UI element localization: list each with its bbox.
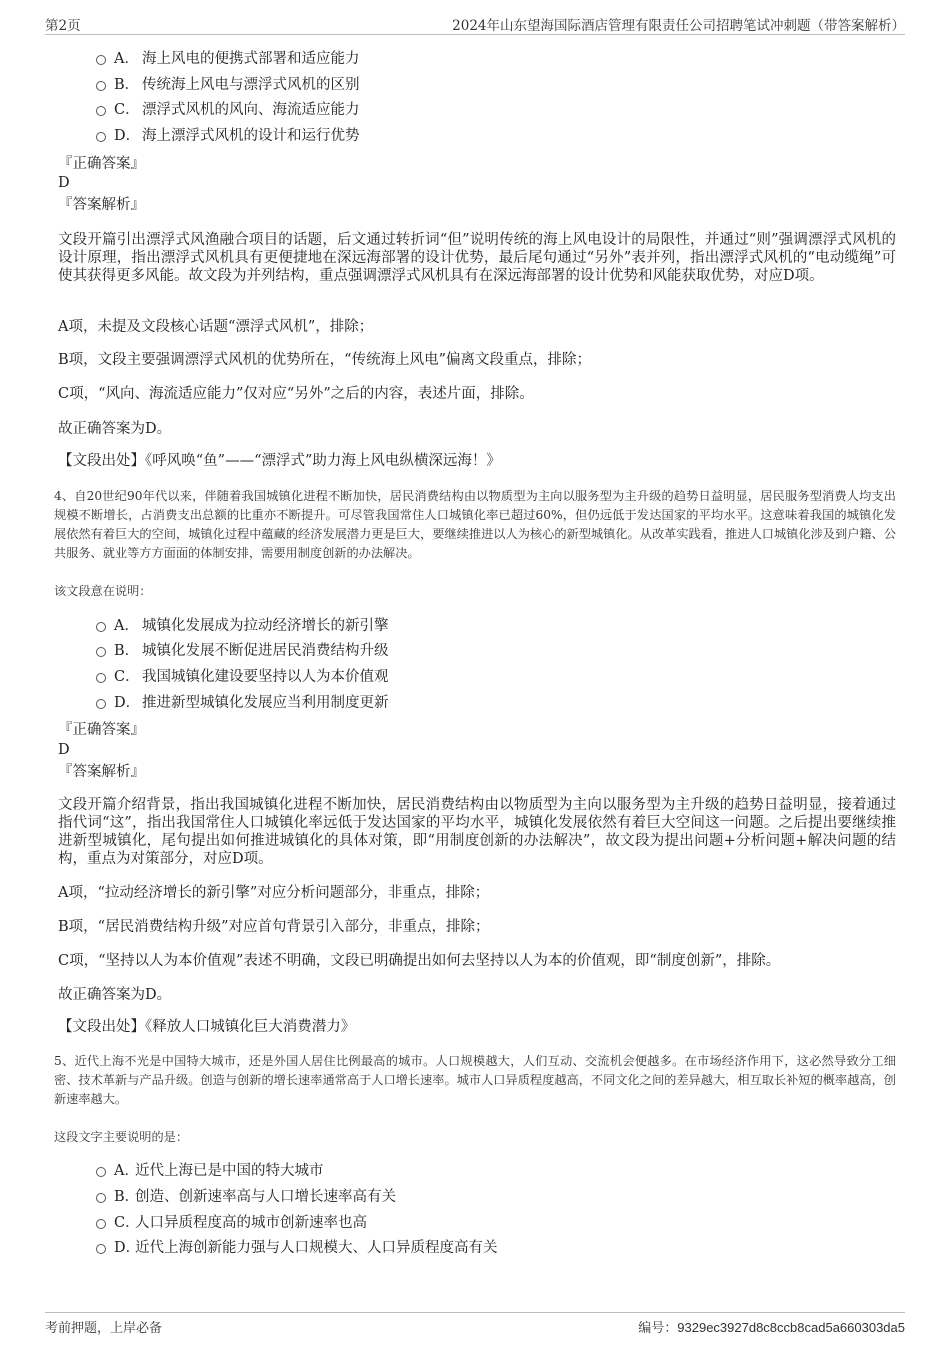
radio-icon[interactable] (96, 1244, 106, 1254)
q4-question: 该文段意在说明： (54, 584, 152, 598)
q4-note-b: B项，“居民消费结构升级”对应首句背景引入部分，非重点，排除； (58, 919, 490, 935)
option-text: 近代上海已是中国的特大城市 (135, 1163, 324, 1179)
q5-option-b[interactable] (96, 1187, 396, 1207)
q3-answer: D (58, 175, 70, 191)
option-text: 我国城镇化建设要坚持以人为本价值观 (142, 669, 389, 685)
q4-note-c: C项，“坚持以人为本价值观”表述不明确，文段已明确提出如何去坚持以人为本的价值观，即“制度创新”，排除。 (58, 953, 781, 969)
page-header (45, 14, 905, 35)
q3-answer-label: 『正确答案』 (58, 156, 145, 172)
option-key: D． (114, 695, 141, 711)
radio-icon[interactable] (96, 1167, 106, 1177)
option-key: A． (114, 1163, 139, 1179)
q4-option-d[interactable] (96, 693, 389, 713)
radio-icon[interactable] (96, 622, 106, 632)
radio-icon[interactable] (96, 647, 106, 657)
option-key: C． (114, 669, 140, 685)
document-title: 2024年山东望海国际酒店管理有限责任公司招聘笔试冲刺题（带答案解析） (452, 18, 905, 34)
q4-answer: D (58, 742, 70, 758)
q5-option-c[interactable] (96, 1213, 367, 1233)
document-id-label: 编号： (638, 1321, 678, 1336)
q5-stem: 5、近代上海不光是中国特大城市，还是外国人居住比例最高的城市。人口规模越大，人们互动、交流机会便越多。在市场经济作用下，这必然导致分工细密、技术革新与产品升级。创造与创新的增长速率通常高于人口增长速率。城市人口异质程度越高，不同文化之间的差异越大，相互取长补短的概率越高，创新速率越大。 (54, 1054, 896, 1106)
radio-icon[interactable] (96, 132, 106, 142)
q3-option-a[interactable] (96, 49, 360, 69)
option-key: D． (114, 128, 141, 144)
option-text: 推进新型城镇化发展应当利用制度更新 (142, 695, 389, 711)
footer-slogan: 考前押题，上岸必备 (45, 1321, 163, 1336)
option-key: C． (114, 102, 140, 118)
radio-icon[interactable] (96, 55, 106, 65)
option-key: A． (114, 618, 139, 634)
option-text: 传统海上风电与漂浮式风机的区别 (142, 77, 360, 93)
q4-stem: 4、自20世纪90年代以来，伴随着我国城镇化进程不断加快，居民消费结构由以物质型为主向以服务型为主升级的趋势日益明显，居民服务型消费人均支出规模不断增长，占消费支出总额的比重亦不断提升。可尽管我国常住人口城镇化率已超过60%，但仍远低于发达国家的平均水平。这意味着我国的城镇化发展依然有着巨大的空间，城镇化过程中蕴藏的经济发展潜力更是巨大，要继续推进以人为核心的新型城镇化。从改革实践看，推进人口城镇化涉及到户籍、公共服务、就业等方方面面的体制安排，需要用制度创新的办法解决。 (54, 489, 896, 560)
q3-option-d[interactable] (96, 126, 360, 146)
option-key: B． (114, 643, 140, 659)
q4-note-a: A项，“拉动经济增长的新引擎”对应分析问题部分，非重点，排除； (58, 885, 490, 901)
page-footer (45, 1312, 905, 1335)
q5-option-a[interactable] (96, 1161, 324, 1181)
q3-option-c[interactable] (96, 100, 360, 120)
option-key: A． (114, 51, 139, 67)
q4-answer-label: 『正确答案』 (58, 722, 145, 738)
option-text: 城镇化发展成为拉动经济增长的新引擎 (142, 618, 389, 634)
q3-note-a: A项，未提及文段核心话题“漂浮式风机”，排除； (58, 319, 374, 335)
document-id (638, 1317, 905, 1336)
radio-icon[interactable] (96, 81, 106, 91)
q3-note-b: B项，文段主要强调漂浮式风机的优势所在，“传统海上风电”偏离文段重点，排除； (58, 352, 591, 368)
radio-icon[interactable] (96, 699, 106, 709)
q4-option-c[interactable] (96, 667, 389, 687)
q5-question: 这段文字主要说明的是： (54, 1130, 189, 1144)
q3-source: 【文段出处】《呼风唤“鱼”——“漂浮式”助力海上风电纵横深远海！》 (58, 453, 501, 469)
option-text: 近代上海创新能力强与人口规模大、人口异质程度高有关 (135, 1240, 498, 1256)
option-key: D． (114, 1240, 141, 1256)
radio-icon[interactable] (96, 1219, 106, 1229)
option-text: 城镇化发展不断促进居民消费结构升级 (142, 643, 389, 659)
q4-analysis: 文段开篇介绍背景，指出我国城镇化进程不断加快，居民消费结构由以物质型为主向以服务型为主升级的趋势日益明显，接着通过指代词“这”，指出我国常住人口城镇化率远低于发达国家的平均水平，城镇化发展依然有着巨大空间这一问题。之后提出要继续推进新型城镇化，尾句提出如何推进城镇化的具体对策，即“用制度创新的办法解决”，故文段为提出问题+分析问题+解决问题的结构，重点为对策部分，对应D项。 (58, 797, 896, 867)
q3-note-c: C项，“风向、海流适应能力”仅对应“另外”之后的内容，表述片面，排除。 (58, 386, 534, 402)
option-text: 海上风电的便携式部署和适应能力 (142, 51, 360, 67)
option-key: B． (114, 1189, 140, 1205)
option-key: C． (114, 1215, 140, 1231)
q3-option-b[interactable] (96, 75, 360, 95)
q3-conclusion: 故正确答案为D。 (58, 421, 172, 437)
q5-option-d[interactable] (96, 1238, 498, 1258)
option-text: 海上漂浮式风机的设计和运行优势 (142, 128, 360, 144)
radio-icon[interactable] (96, 1193, 106, 1203)
page-number: 第2页 (45, 18, 81, 34)
q4-conclusion: 故正确答案为D。 (58, 987, 172, 1003)
radio-icon[interactable] (96, 673, 106, 683)
option-key: B． (114, 77, 140, 93)
document-id-code: 9329ec3927d8c8ccb8cad5a660303da5 (677, 1320, 905, 1335)
q4-option-b[interactable] (96, 641, 389, 661)
radio-icon[interactable] (96, 106, 106, 116)
option-text: 创造、创新速率高与人口增长速率高有关 (135, 1189, 396, 1205)
option-text: 漂浮式风机的风向、海流适应能力 (142, 102, 360, 118)
q4-analysis-label: 『答案解析』 (58, 764, 145, 780)
q4-option-a[interactable] (96, 616, 389, 636)
q4-source: 【文段出处】《释放人口城镇化巨大消费潜力》 (58, 1019, 356, 1035)
q3-analysis-label: 『答案解析』 (58, 197, 145, 213)
q3-analysis: 文段开篇引出漂浮式风渔融合项目的话题，后文通过转折词“但”说明传统的海上风电设计的局限性，并通过“则”强调漂浮式风机的设计原理，指出漂浮式风机具有更便捷地在深远海部署的设计优势，最后尾句通过“另外”表并列，指出漂浮式风机的“电动缆绳”可使其获得更多风能。故文段为并列结构，重点强调漂浮式风机具有在深远海部署的设计优势和风能获取优势，对应D项。 (58, 232, 896, 284)
option-text: 人口异质程度高的城市创新速率也高 (135, 1215, 367, 1231)
